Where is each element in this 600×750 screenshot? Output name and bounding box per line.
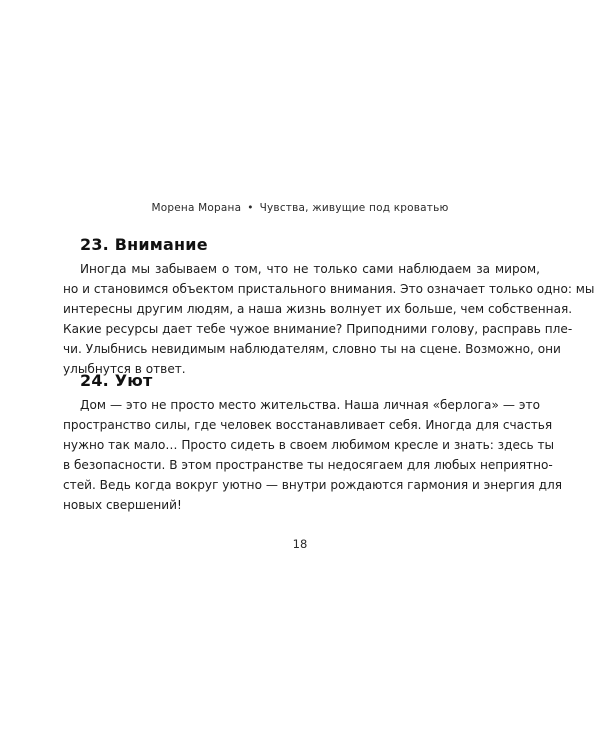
text-line: стей. Ведь когда вокруг уютно — внутри рождаются гармония и энергия для bbox=[63, 478, 563, 492]
section-attention bbox=[63, 235, 595, 379]
text-line: Иногда мы забываем о том, что не только сами наблюдаем за миром, bbox=[80, 262, 540, 276]
header-author: Морена Морана bbox=[151, 202, 242, 214]
text-line: Какие ресурсы дает тебе чужое внимание? Приподними голову, расправь пле- bbox=[63, 322, 573, 336]
text-line: новых свершений! bbox=[63, 498, 182, 512]
text-line: в безопасности. В этом пространстве ты недосягаем для любых неприятно- bbox=[63, 458, 553, 472]
text-line: интересны другим людям, а наша жизнь волнует их больше, чем собственная. bbox=[63, 302, 573, 316]
text-line: улыбнутся в ответ. bbox=[63, 362, 186, 376]
section-comfort bbox=[63, 371, 563, 515]
section-body bbox=[63, 395, 563, 515]
text-line: чи. Улыбнись невидимым наблюдателям, словно ты на сцене. Возможно, они bbox=[63, 342, 561, 356]
header-book-title: Чувства, живущие под кроватью bbox=[259, 202, 449, 214]
text-line: нужно так мало… Просто сидеть в своем любимом кресле и знать: здесь ты bbox=[63, 438, 555, 452]
text-line: пространство силы, где человек восстанавливает себя. Иногда для счастья bbox=[63, 418, 553, 432]
section-title: 24. Уют bbox=[80, 371, 153, 390]
section-title: 23. Внимание bbox=[80, 235, 208, 254]
running-header bbox=[0, 202, 600, 214]
text-line: Дом — это не просто место жительства. Наша личная «берлога» — это bbox=[80, 398, 540, 412]
header-separator: • bbox=[247, 202, 254, 214]
text-line: но и становимся объектом пристального внимания. Это означает только одно: мы bbox=[63, 282, 595, 296]
section-body bbox=[63, 259, 595, 379]
page-number: 18 bbox=[292, 537, 308, 551]
